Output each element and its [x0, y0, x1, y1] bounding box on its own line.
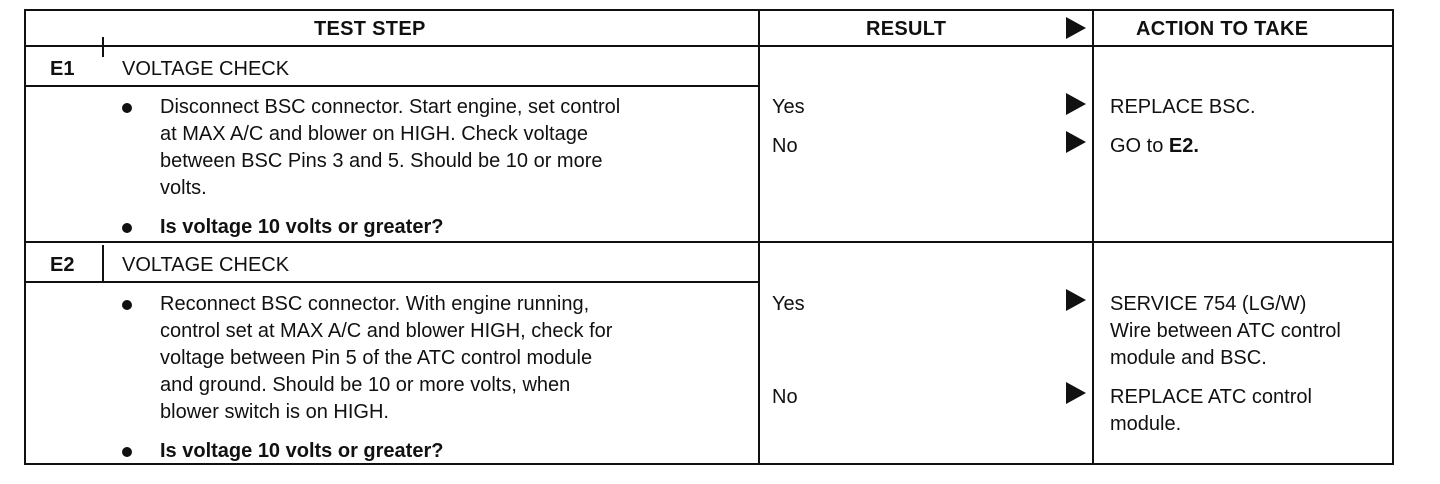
- action-line: SERVICE 754 (LG/W): [1110, 293, 1307, 315]
- result-e1-yes: Yes: [772, 96, 805, 118]
- bullet-icon: [122, 223, 132, 233]
- step-id-e1: E1: [50, 58, 75, 80]
- instruction-line: at MAX A/C and blower on HIGH. Check voltage: [160, 123, 588, 145]
- question-e1: Is voltage 10 volts or greater?: [160, 216, 444, 238]
- step-title-e2: VOLTAGE CHECK: [122, 254, 290, 276]
- action-e2-yes: [1110, 291, 1390, 372]
- action-line: module and BSC.: [1110, 347, 1267, 369]
- action-e1-no-prefix: GO to: [1110, 135, 1169, 157]
- column-divider-result-action: [1092, 11, 1094, 465]
- action-line: Wire between ATC control: [1110, 320, 1341, 342]
- column-divider-step-result: [758, 11, 760, 465]
- header-action-to-take: ACTION TO TAKE: [1136, 18, 1309, 40]
- column-divider-step-id: [102, 37, 104, 57]
- instruction-line: voltage between Pin 5 of the ATC control module: [160, 347, 593, 369]
- step-id-e2: E2: [50, 254, 75, 276]
- arrow-icon: [1066, 289, 1086, 311]
- question-e2: Is voltage 10 volts or greater?: [160, 440, 444, 462]
- arrow-icon: [1066, 131, 1086, 153]
- header-arrow-icon: [1066, 17, 1086, 39]
- header-test-step: TEST STEP: [314, 18, 426, 40]
- action-e2-no: [1110, 384, 1312, 438]
- header-result: RESULT: [866, 18, 947, 40]
- arrow-icon: [1066, 93, 1086, 115]
- result-e2-no: No: [772, 386, 798, 408]
- instruction-line: Disconnect BSC connector. Start engine, set control: [160, 96, 621, 118]
- instruction-line: volts.: [160, 177, 207, 199]
- header-rule: [26, 45, 1392, 47]
- action-e1-no: [1110, 133, 1199, 160]
- e2-title-rule: [26, 281, 758, 283]
- instruction-e1: [160, 94, 620, 202]
- step-title-e1: VOLTAGE CHECK: [122, 58, 290, 80]
- instruction-line: and ground. Should be 10 or more volts, when: [160, 374, 571, 396]
- instruction-line: control set at MAX A/C and blower HIGH, check for: [160, 320, 613, 342]
- action-e1-yes: REPLACE BSC.: [1110, 96, 1256, 118]
- arrow-icon: [1066, 382, 1086, 404]
- instruction-line: blower switch is on HIGH.: [160, 401, 389, 423]
- action-line: module.: [1110, 413, 1182, 435]
- action-e1-no-ref: E2.: [1168, 135, 1199, 157]
- bullet-icon: [122, 103, 132, 113]
- e1-title-rule: [26, 85, 758, 87]
- column-divider-step-id-e2: [102, 245, 104, 283]
- instruction-line: Reconnect BSC connector. With engine running,: [160, 293, 590, 315]
- result-e1-no: No: [772, 135, 798, 157]
- bullet-icon: [122, 447, 132, 457]
- bullet-icon: [122, 300, 132, 310]
- diagnostic-table: [24, 9, 1394, 465]
- e1-e2-divider: [26, 241, 1392, 243]
- instruction-e2: [160, 291, 612, 426]
- result-e2-yes: Yes: [772, 293, 805, 315]
- action-line: REPLACE ATC control: [1110, 386, 1312, 408]
- instruction-line: between BSC Pins 3 and 5. Should be 10 or more: [160, 150, 603, 172]
